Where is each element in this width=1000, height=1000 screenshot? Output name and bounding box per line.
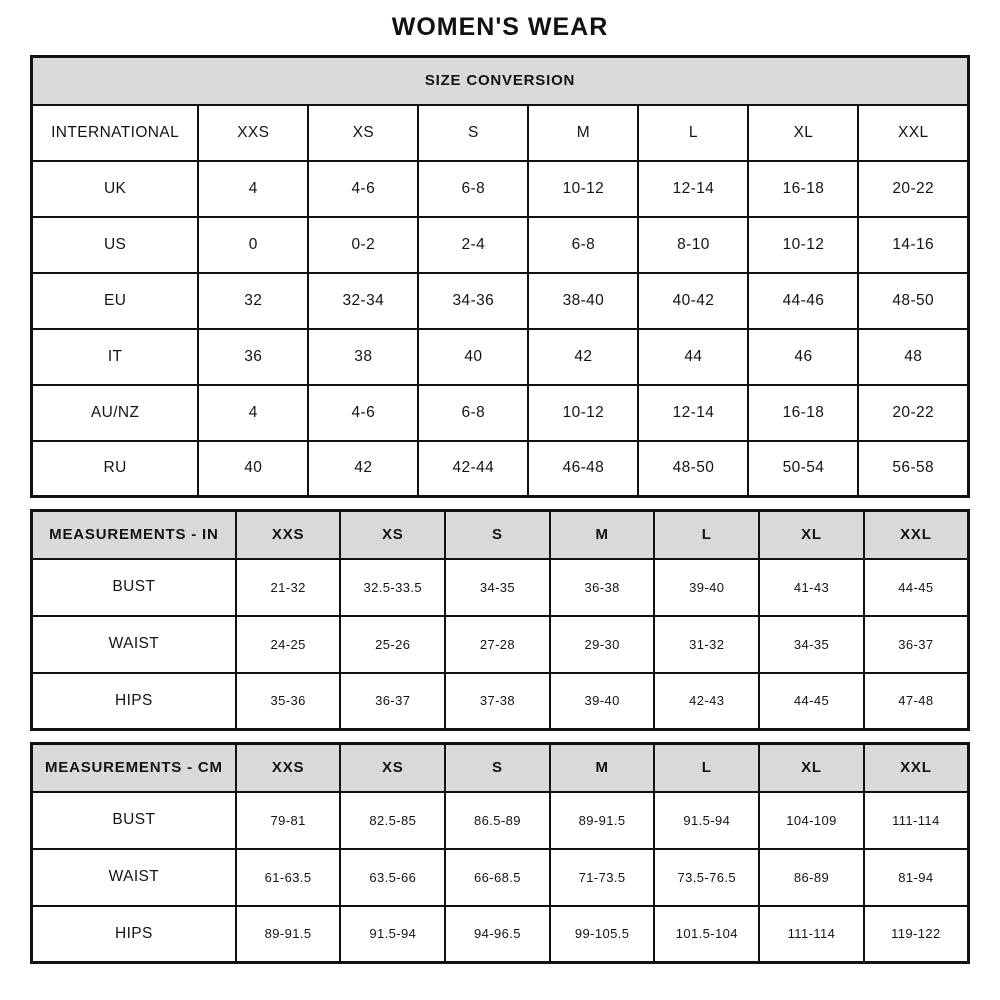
value-cell: 34-36 (418, 273, 528, 329)
table-row (32, 273, 969, 329)
value-cell: 86-89 (759, 849, 864, 906)
value-cell: 36-37 (340, 673, 445, 730)
size-column-header: L (654, 744, 759, 792)
value-cell: 0-2 (308, 217, 418, 273)
value-cell: 16-18 (748, 385, 858, 441)
row-label: EU (32, 273, 199, 329)
row-label: RU (32, 441, 199, 497)
table-row (32, 849, 969, 906)
value-cell: 39-40 (654, 559, 759, 616)
value-cell: 20-22 (858, 161, 968, 217)
size-column-header: M (550, 744, 655, 792)
size-column-header: XXL (858, 105, 968, 161)
row-label: BUST (32, 559, 236, 616)
value-cell: 24-25 (236, 616, 341, 673)
value-cell: 40 (198, 441, 308, 497)
size-column-header: XS (340, 744, 445, 792)
value-cell: 73.5-76.5 (654, 849, 759, 906)
table-title: SIZE CONVERSION (32, 57, 969, 105)
table-header-row (32, 511, 969, 559)
value-cell: 12-14 (638, 161, 748, 217)
value-cell: 42-43 (654, 673, 759, 730)
table-title-row (32, 57, 969, 105)
value-cell: 16-18 (748, 161, 858, 217)
value-cell: 47-48 (864, 673, 969, 730)
size-column-header: XXS (236, 511, 341, 559)
size-conversion-table (30, 55, 970, 498)
table-row (32, 217, 969, 273)
value-cell: 8-10 (638, 217, 748, 273)
value-cell: 6-8 (418, 385, 528, 441)
value-cell: 40-42 (638, 273, 748, 329)
table-row (32, 792, 969, 849)
table-header-row (32, 744, 969, 792)
value-cell: 48 (858, 329, 968, 385)
value-cell: 44-45 (759, 673, 864, 730)
measurements-in-table (30, 509, 970, 731)
value-cell: 71-73.5 (550, 849, 655, 906)
value-cell: 50-54 (748, 441, 858, 497)
size-column-header: XL (759, 511, 864, 559)
value-cell: 94-96.5 (445, 906, 550, 963)
value-cell: 31-32 (654, 616, 759, 673)
value-cell: 36-37 (864, 616, 969, 673)
value-cell: 6-8 (528, 217, 638, 273)
size-column-header: S (445, 744, 550, 792)
value-cell: 36-38 (550, 559, 655, 616)
row-label: WAIST (32, 849, 236, 906)
measurements-cm-table (30, 742, 970, 964)
size-column-header: XS (308, 105, 418, 161)
value-cell: 4 (198, 385, 308, 441)
value-cell: 89-91.5 (550, 792, 655, 849)
table-row (32, 385, 969, 441)
table-row (32, 441, 969, 497)
row-label: IT (32, 329, 199, 385)
value-cell: 42 (308, 441, 418, 497)
size-column-header: L (654, 511, 759, 559)
value-cell: 29-30 (550, 616, 655, 673)
value-cell: 32.5-33.5 (340, 559, 445, 616)
row-label: US (32, 217, 199, 273)
size-column-header: XL (748, 105, 858, 161)
row-label: WAIST (32, 616, 236, 673)
value-cell: 39-40 (550, 673, 655, 730)
value-cell: 101.5-104 (654, 906, 759, 963)
row-label: UK (32, 161, 199, 217)
size-column-header: L (638, 105, 748, 161)
table-row (32, 329, 969, 385)
row-label-header: MEASUREMENTS - CM (32, 744, 236, 792)
value-cell: 36 (198, 329, 308, 385)
value-cell: 48-50 (638, 441, 748, 497)
value-cell: 42-44 (418, 441, 528, 497)
value-cell: 25-26 (340, 616, 445, 673)
value-cell: 2-4 (418, 217, 528, 273)
size-column-header: M (528, 105, 638, 161)
value-cell: 82.5-85 (340, 792, 445, 849)
value-cell: 44-46 (748, 273, 858, 329)
value-cell: 10-12 (528, 385, 638, 441)
value-cell: 48-50 (858, 273, 968, 329)
value-cell: 44-45 (864, 559, 969, 616)
value-cell: 27-28 (445, 616, 550, 673)
value-cell: 79-81 (236, 792, 341, 849)
row-label-header: INTERNATIONAL (32, 105, 199, 161)
size-column-header: XL (759, 744, 864, 792)
value-cell: 91.5-94 (654, 792, 759, 849)
value-cell: 10-12 (528, 161, 638, 217)
value-cell: 4-6 (308, 161, 418, 217)
size-column-header: XXS (236, 744, 341, 792)
value-cell: 10-12 (748, 217, 858, 273)
value-cell: 66-68.5 (445, 849, 550, 906)
value-cell: 119-122 (864, 906, 969, 963)
table-row (32, 559, 969, 616)
value-cell: 44 (638, 329, 748, 385)
value-cell: 12-14 (638, 385, 748, 441)
size-column-header: S (418, 105, 528, 161)
table-header-row (32, 105, 969, 161)
table-row (32, 616, 969, 673)
value-cell: 99-105.5 (550, 906, 655, 963)
value-cell: 104-109 (759, 792, 864, 849)
value-cell: 41-43 (759, 559, 864, 616)
value-cell: 37-38 (445, 673, 550, 730)
row-label: BUST (32, 792, 236, 849)
value-cell: 34-35 (445, 559, 550, 616)
value-cell: 42 (528, 329, 638, 385)
value-cell: 20-22 (858, 385, 968, 441)
value-cell: 91.5-94 (340, 906, 445, 963)
value-cell: 111-114 (864, 792, 969, 849)
size-column-header: XXS (198, 105, 308, 161)
value-cell: 89-91.5 (236, 906, 341, 963)
value-cell: 6-8 (418, 161, 528, 217)
value-cell: 21-32 (236, 559, 341, 616)
row-label-header: MEASUREMENTS - IN (32, 511, 236, 559)
value-cell: 0 (198, 217, 308, 273)
row-label: AU/NZ (32, 385, 199, 441)
value-cell: 56-58 (858, 441, 968, 497)
value-cell: 35-36 (236, 673, 341, 730)
value-cell: 46-48 (528, 441, 638, 497)
size-column-header: S (445, 511, 550, 559)
table-row (32, 673, 969, 730)
page-title: WOMEN'S WEAR (391, 13, 609, 41)
size-column-header: XXL (864, 744, 969, 792)
value-cell: 34-35 (759, 616, 864, 673)
value-cell: 4 (198, 161, 308, 217)
row-label: HIPS (32, 673, 236, 730)
value-cell: 38-40 (528, 273, 638, 329)
value-cell: 40 (418, 329, 528, 385)
value-cell: 4-6 (308, 385, 418, 441)
value-cell: 32-34 (308, 273, 418, 329)
value-cell: 63.5-66 (340, 849, 445, 906)
size-column-header: XXL (864, 511, 969, 559)
value-cell: 38 (308, 329, 418, 385)
value-cell: 81-94 (864, 849, 969, 906)
table-row (32, 161, 969, 217)
row-label: HIPS (32, 906, 236, 963)
size-column-header: M (550, 511, 655, 559)
value-cell: 61-63.5 (236, 849, 341, 906)
value-cell: 111-114 (759, 906, 864, 963)
table-row (32, 906, 969, 963)
value-cell: 32 (198, 273, 308, 329)
value-cell: 86.5-89 (445, 792, 550, 849)
size-column-header: XS (340, 511, 445, 559)
value-cell: 46 (748, 329, 858, 385)
value-cell: 14-16 (858, 217, 968, 273)
